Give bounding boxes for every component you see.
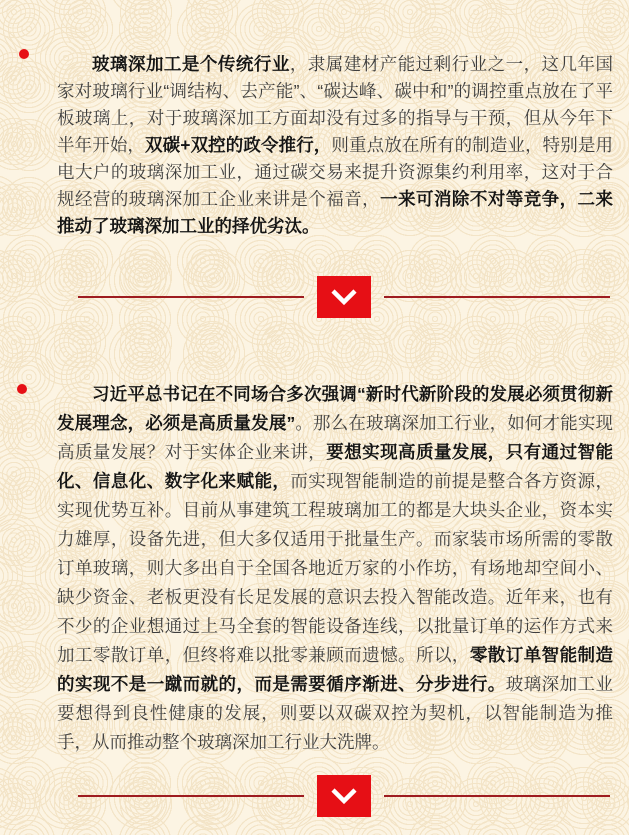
section-divider	[78, 774, 610, 817]
article-paragraph	[57, 51, 613, 240]
text-run: 玻璃深加工业要想得到良性健康的发展，则要以双碳双控为契机，以智能制造为推手，从而推动整个玻璃深加工行业大洗牌。	[57, 674, 613, 752]
text-run: ，隶属建材产能过剩行业之一，这几年国家对玻璃行业“调结构、去产能”、“碳达峰、碳中和”的调控重点放在了平板玻璃上，对于玻璃深加工方面却没有过多的指导与干预，但从今年下半年开始，	[57, 54, 614, 155]
section-divider	[78, 276, 610, 318]
divider-line-left	[78, 795, 304, 797]
chevron-box	[317, 775, 371, 817]
text-run: 而实现智能制造的前提是整合各方资源，实现优势互补。目前从事建筑工程玻璃加工的都是大块头企业，资本实力雄厚，设备先进，但大多仅适用于批量生产。而家装市场所需的零散订单玻璃，则大多出自于全国各地近万家的小作坊，有场地却空间小、缺少资金、老板更没有长足发展的意识去投入智能改造。近年来，也有不少的企业想通过上马全套的智能设备连线，以批量订单的运作方式来加工零散订单，但终将难以批零兼顾而遗憾。所以，	[57, 471, 614, 665]
text-run: 。那么在玻璃深加工行业，如何才能实现高质量发展？对于实体企业来讲，	[57, 413, 614, 462]
chevron-down-icon	[329, 787, 359, 805]
text-run-bold: 双碳+双控的政令推行，	[145, 135, 332, 155]
bullet-icon	[19, 49, 29, 59]
text-run: 则重点放在所有的制造业，特别是用电大户的玻璃深加工业，通过碳交易来提升资源集约利用率，这对于合规经营的玻璃深加工企业来讲是个福音，	[57, 135, 614, 209]
text-run-bold: 要想实现高质量发展，只有通过智能化、信息化、数字化来赋能，	[57, 442, 613, 491]
chevron-box	[317, 276, 371, 318]
divider-line-right	[384, 795, 610, 797]
text-run-bold: 玻璃深加工是个传统行业	[92, 54, 290, 74]
divider-line-right	[384, 296, 610, 298]
text-run-bold: 零散订单智能制造的实现不是一蹴而就的，而是需要循序渐进、分步进行。	[57, 645, 614, 694]
text-run-bold: 习近平总书记在不同场合多次强调“新时代新阶段的发展必须贯彻新发展理念，必须是高质量发展”	[57, 384, 613, 433]
chevron-down-icon	[329, 288, 359, 306]
text-run-bold: 一来可消除不对等竞争，二来推动了玻璃深加工业的择优劣汰。	[57, 189, 614, 236]
divider-line-left	[78, 296, 304, 298]
bullet-icon	[17, 384, 27, 394]
article-paragraph	[57, 380, 613, 757]
